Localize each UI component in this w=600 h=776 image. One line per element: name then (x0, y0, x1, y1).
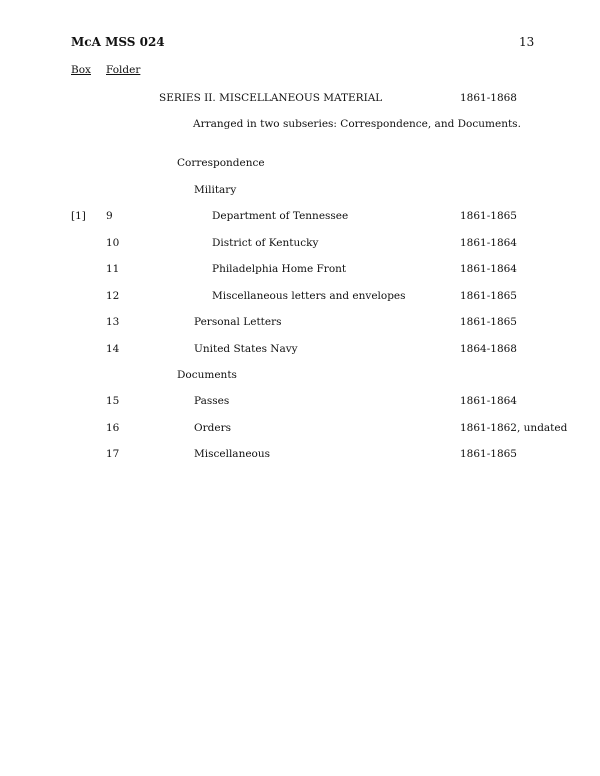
folder-title: Miscellaneous (194, 448, 271, 460)
subheading-title: Military (194, 184, 237, 196)
folder-dates: 1861-1865 (460, 290, 517, 302)
folder-title: United States Navy (194, 343, 298, 355)
folder-number: 12 (106, 290, 120, 302)
folder-title: Miscellaneous letters and envelopes (212, 290, 406, 302)
folder-number: 16 (106, 422, 120, 434)
folder-title: Department of Tennessee (212, 210, 349, 222)
folder-row (0, 237, 600, 251)
folder-title: Passes (194, 395, 230, 407)
folder-dates: 1861-1864 (460, 263, 517, 275)
folder-number: 10 (106, 237, 120, 249)
folder-row (0, 343, 600, 357)
box-column-header: Box (71, 64, 91, 76)
folder-number: 13 (106, 316, 120, 328)
folder-dates: 1864-1868 (460, 343, 517, 355)
folder-dates: 1861-1864 (460, 395, 517, 407)
folder-row (0, 422, 600, 436)
folder-number: 14 (106, 343, 120, 355)
folder-number: 11 (106, 263, 120, 275)
folder-row (0, 316, 600, 330)
series-dates: 1861-1868 (460, 92, 517, 104)
folder-dates: 1861-1862, undated (460, 422, 568, 434)
folder-title: Orders (194, 422, 231, 434)
folder-title: Philadelphia Home Front (212, 263, 347, 275)
folder-row (0, 263, 600, 277)
collection-id: McA MSS 024 (71, 35, 165, 49)
folder-number: 15 (106, 395, 120, 407)
folder-row (0, 448, 600, 462)
subseries-heading (0, 369, 600, 383)
folder-column-header: Folder (106, 64, 141, 76)
subseries-subheading (0, 184, 600, 198)
page-number: 13 (519, 35, 535, 49)
folder-row (0, 395, 600, 409)
folder-title: District of Kentucky (212, 237, 319, 249)
folder-row (0, 290, 600, 304)
folder-dates: 1861-1864 (460, 237, 517, 249)
folder-dates: 1861-1865 (460, 316, 517, 328)
folder-row (0, 210, 600, 224)
folder-number: 9 (106, 210, 113, 222)
arrangement-note: Arranged in two subseries: Correspondence, and Documents. (193, 118, 521, 130)
subseries-title: Correspondence (177, 157, 265, 169)
subseries-title: Documents (177, 369, 237, 381)
subseries-heading (0, 157, 600, 171)
folder-title: Personal Letters (194, 316, 282, 328)
box-number: [1] (71, 210, 86, 222)
series-title: SERIES II. MISCELLANEOUS MATERIAL (159, 92, 383, 104)
folder-dates: 1861-1865 (460, 210, 517, 222)
folder-number: 17 (106, 448, 120, 460)
folder-dates: 1861-1865 (460, 448, 517, 460)
